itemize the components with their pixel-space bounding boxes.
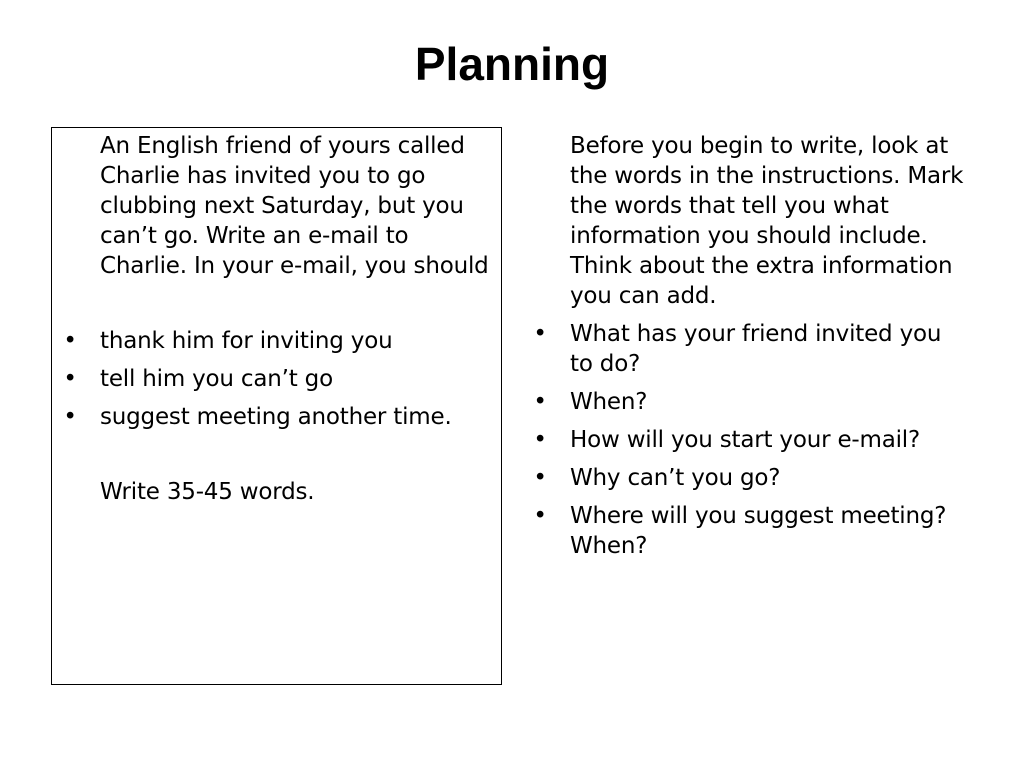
bullet-icon: •	[533, 503, 547, 529]
guidance-question-item	[521, 501, 971, 561]
guidance-question-item	[521, 425, 971, 455]
guidance-intro: Before you begin to write, look at the words in the instructions. Mark the words that tell you what information you should include. Think about the extra information you can add.	[570, 133, 964, 309]
task-intro: An English friend of yours called Charlie has invited you to go clubbing next Saturday, but you can’t go. Write an e-mail to Charlie. In your e-mail, you should	[100, 133, 489, 279]
guidance-column	[521, 131, 971, 569]
spacer	[521, 311, 971, 319]
guidance-question-item	[521, 319, 971, 379]
bullet-icon: •	[533, 321, 547, 347]
task-box	[51, 131, 502, 507]
bullet-icon: •	[63, 366, 77, 392]
slide-title: Planning	[414, 38, 610, 90]
bullet-icon: •	[63, 328, 77, 354]
word-count-instruction: Write 35-45 words.	[100, 479, 315, 505]
spacer	[51, 281, 502, 326]
task-bullet-text: thank him for inviting you	[100, 328, 393, 354]
bullet-icon: •	[63, 404, 77, 430]
bullet-icon: •	[533, 427, 547, 453]
task-bullet-item	[51, 326, 502, 356]
guidance-question-text: What has your friend invited you to do?	[570, 321, 942, 377]
guidance-question-list	[521, 319, 971, 561]
guidance-question-text: Where will you suggest meeting? When?	[570, 503, 947, 559]
task-bullet-list	[51, 326, 502, 432]
guidance-question-text: How will you start your e-mail?	[570, 427, 920, 453]
guidance-question-text: Why can’t you go?	[570, 465, 781, 491]
task-bullet-item	[51, 402, 502, 432]
bullet-icon: •	[533, 465, 547, 491]
task-bullet-text: suggest meeting another time.	[100, 404, 452, 430]
bullet-icon: •	[533, 389, 547, 415]
guidance-question-text: When?	[570, 389, 648, 415]
task-bullet-text: tell him you can’t go	[100, 366, 333, 392]
guidance-question-item	[521, 463, 971, 493]
guidance-question-item	[521, 387, 971, 417]
spacer	[51, 440, 502, 477]
task-bullet-item	[51, 364, 502, 394]
